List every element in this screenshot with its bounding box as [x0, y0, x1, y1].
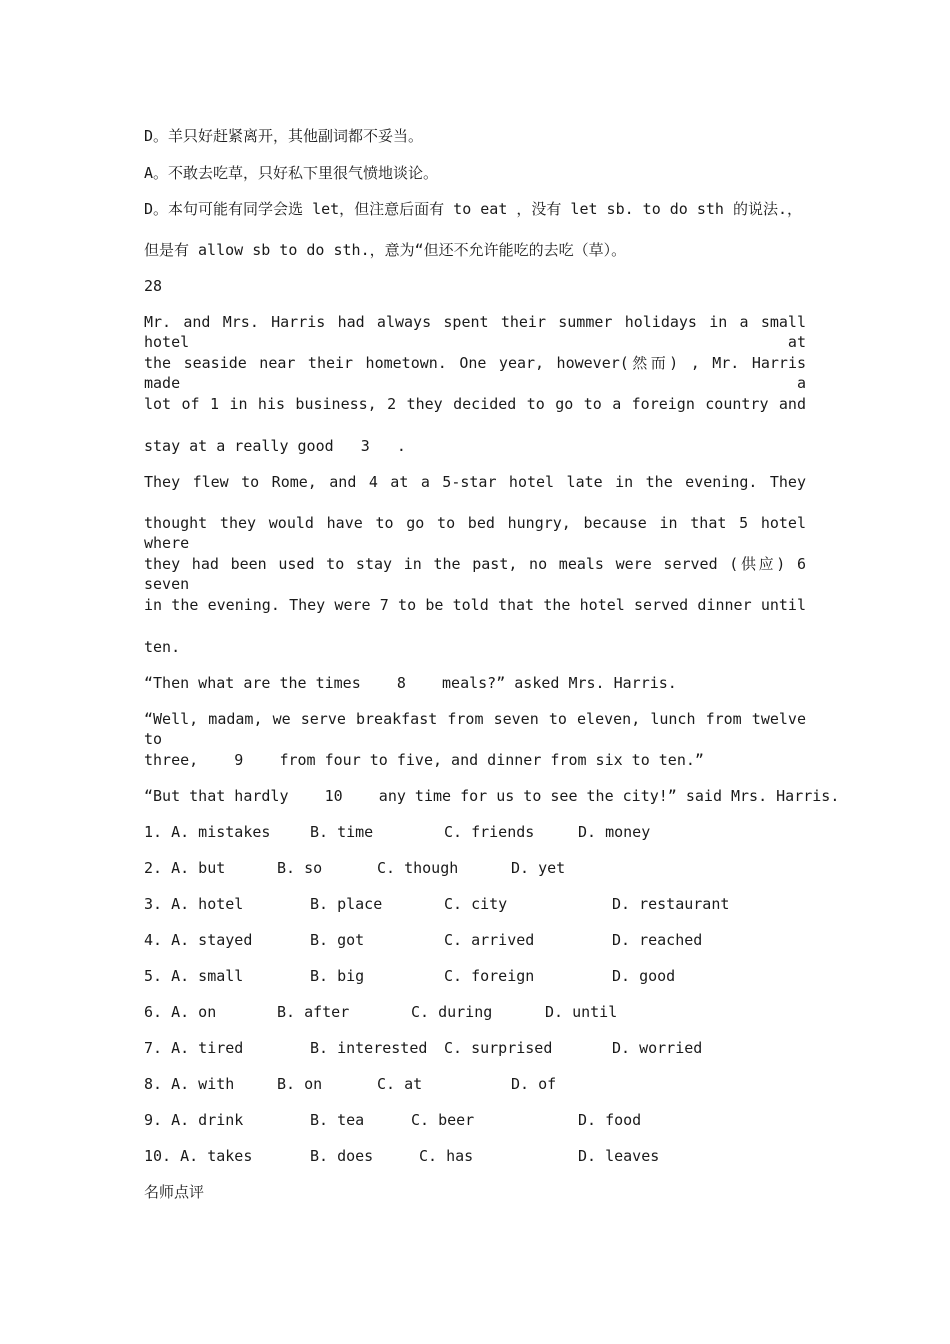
option-a: 6. A. on	[144, 1003, 217, 1021]
option-row	[144, 1146, 844, 1166]
option-row	[144, 1110, 844, 1130]
option-row	[144, 894, 844, 914]
option-b: B. time	[310, 823, 374, 841]
option-d: D. of	[511, 1075, 557, 1093]
option-row	[144, 822, 844, 842]
option-c: C. though	[377, 859, 459, 877]
passage-line: Mr. and Mrs. Harris had always spent their summer holidays in a small hotel at	[144, 313, 806, 351]
option-b: B. after	[277, 1003, 350, 1021]
passage-line: “Well, madam, we serve breakfast from seven to eleven, lunch from twelve to	[144, 710, 806, 748]
option-d: D. good	[612, 967, 676, 985]
passage-line: lot of 1 in his business, 2 they decided to go to a foreign country and	[144, 395, 806, 413]
option-d: D. until	[545, 1003, 618, 1021]
passage-line: “But that hardly 10 any time for us to see the city!” said Mrs. Harris.	[144, 787, 840, 805]
option-c: C. city	[444, 895, 508, 913]
option-a: 2. A. but	[144, 859, 226, 877]
option-row	[144, 1038, 844, 1058]
answer-note: D。本句可能有同学会选 let，但注意后面有 to eat ，没有 let sb. to do sth 的说法.，	[144, 200, 803, 218]
option-d: D. restaurant	[612, 895, 730, 913]
option-a: 3. A. hotel	[144, 895, 244, 913]
option-b: B. big	[310, 967, 365, 985]
passage-line: “Then what are the times 8 meals?” asked Mrs. Harris.	[144, 674, 677, 692]
option-c: C. arrived	[444, 931, 535, 949]
passage-line: stay at a really good 3 .	[144, 437, 406, 455]
option-a: 10. A. takes	[144, 1147, 253, 1165]
option-c: C. surprised	[444, 1039, 553, 1057]
option-row	[144, 858, 844, 878]
option-b: B. place	[310, 895, 383, 913]
option-c: C. beer	[411, 1111, 475, 1129]
option-c: C. foreign	[444, 967, 535, 985]
answer-note: 但是有 allow sb to do sth.，意为“但还不允许能吃的去吃（草）。	[144, 241, 627, 259]
option-a: 4. A. stayed	[144, 931, 253, 949]
option-a: 8. A. with	[144, 1075, 235, 1093]
option-b: B. got	[310, 931, 365, 949]
option-a: 7. A. tired	[144, 1039, 244, 1057]
option-row	[144, 1074, 844, 1094]
passage-line: they had been used to stay in the past, no meals were served (供应) 6 seven	[144, 555, 806, 593]
option-d: D. worried	[612, 1039, 703, 1057]
answer-note: A。不敢去吃草，只好私下里很气愤地谈论。	[144, 164, 439, 182]
option-d: D. food	[578, 1111, 642, 1129]
option-d: D. money	[578, 823, 651, 841]
option-d: D. leaves	[578, 1147, 660, 1165]
option-b: B. interested	[310, 1039, 428, 1057]
option-b: B. on	[277, 1075, 323, 1093]
passage-line: thought they would have to go to bed hungry, because in that 5 hotel where	[144, 514, 806, 552]
passage-line: ten.	[144, 638, 181, 656]
option-row	[144, 1002, 844, 1022]
question-number: 28	[144, 277, 163, 295]
passage-line: in the evening. They were 7 to be told that the hotel served dinner until	[144, 596, 806, 614]
option-c: C. friends	[444, 823, 535, 841]
option-a: 5. A. small	[144, 967, 244, 985]
option-c: C. at	[377, 1075, 423, 1093]
option-b: B. tea	[310, 1111, 365, 1129]
passage-line: the seaside near their hometown. One year, however(然而) , Mr. Harris made a	[144, 354, 806, 392]
option-c: C. during	[411, 1003, 493, 1021]
passage-line: They flew to Rome, and 4 at a 5-star hotel late in the evening. They	[144, 473, 806, 491]
option-b: B. so	[277, 859, 323, 877]
option-d: D. reached	[612, 931, 703, 949]
option-b: B. does	[310, 1147, 374, 1165]
option-row	[144, 966, 844, 986]
option-a: 1. A. mistakes	[144, 823, 271, 841]
option-c: C. has	[419, 1147, 474, 1165]
option-row	[144, 930, 844, 950]
option-d: D. yet	[511, 859, 566, 877]
section-heading: 名师点评	[144, 1183, 205, 1201]
option-a: 9. A. drink	[144, 1111, 244, 1129]
answer-note: D。羊只好赶紧离开，其他副词都不妥当。	[144, 127, 424, 145]
passage-line: three, 9 from four to five, and dinner from six to ten.”	[144, 751, 704, 769]
